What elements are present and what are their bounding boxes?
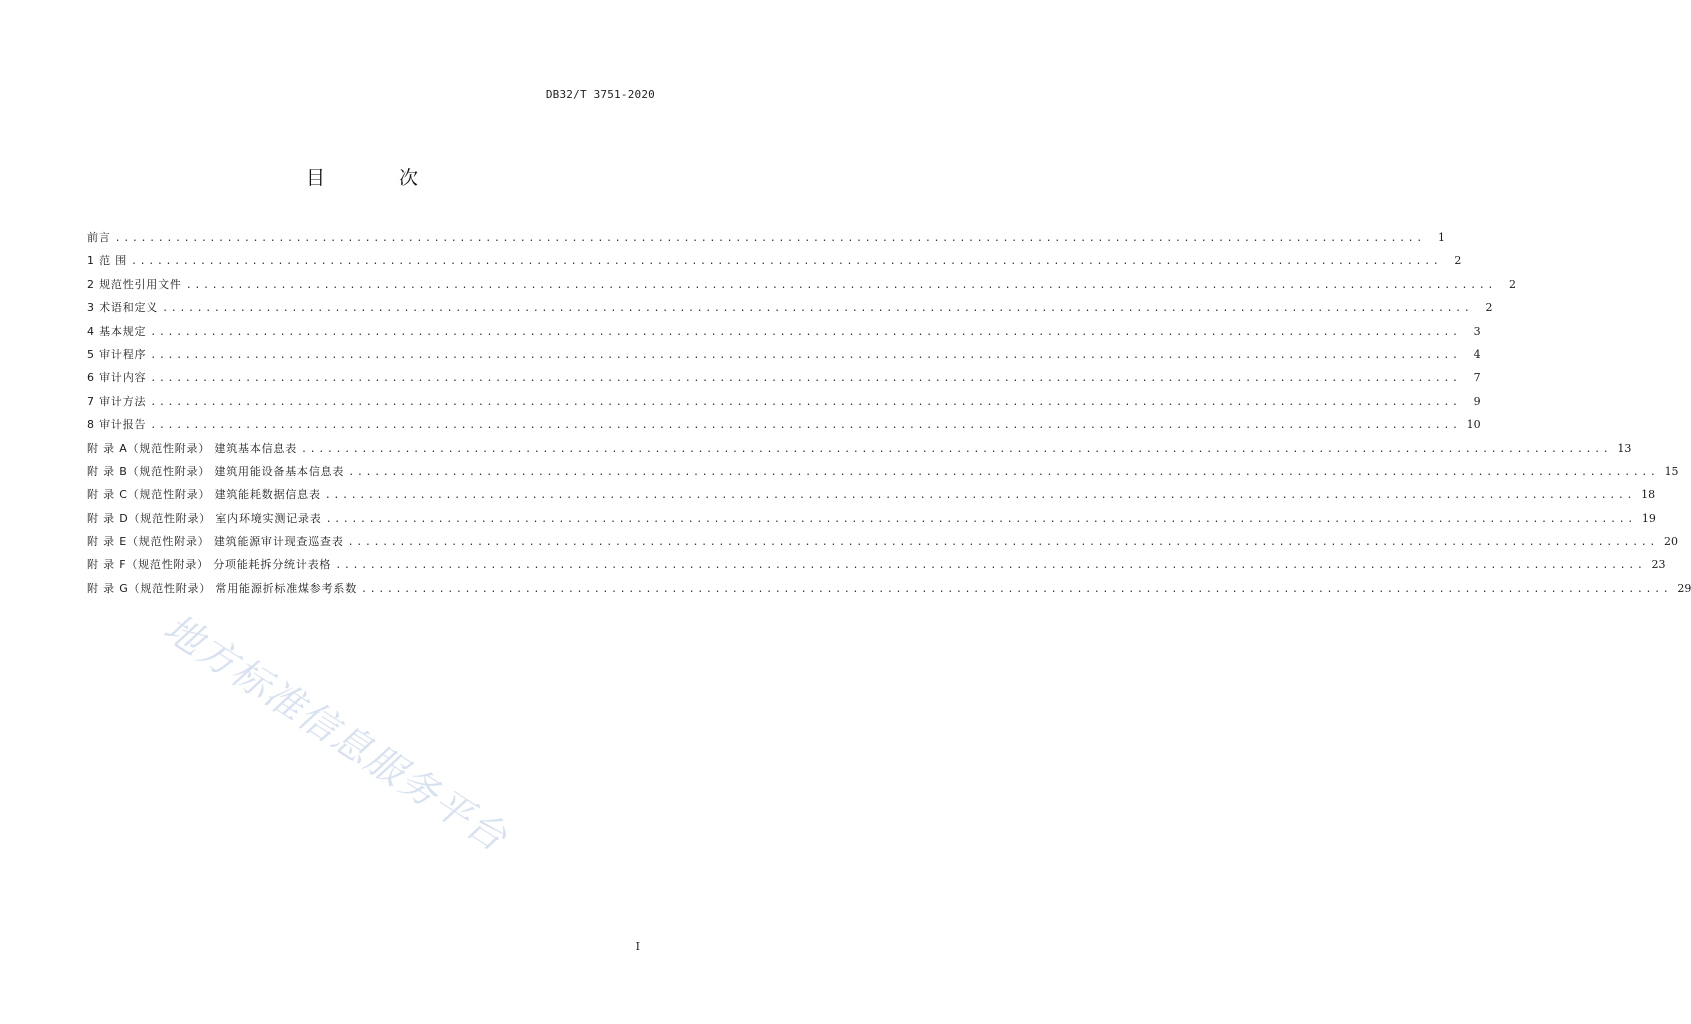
- toc-entry-label: 附 录 A（规范性附录） 建筑基本信息表: [87, 441, 298, 455]
- toc-entry-label: 5 审计程序: [87, 347, 147, 361]
- toc-entry-page: 2: [1454, 254, 1462, 268]
- toc-entry-label: 7 审计方法: [87, 394, 147, 408]
- dot-leader: ........................................................................................................................................................: [150, 373, 1461, 385]
- dot-leader: ........................................................................................................................................................: [361, 583, 1672, 595]
- toc-entry-label: 6 审计内容: [87, 371, 147, 385]
- page-number: I: [635, 940, 640, 953]
- toc-entry-page: 3: [1473, 324, 1481, 338]
- dot-leader: ........................................................................................................................................................: [162, 303, 1473, 315]
- toc-entry-page: 20: [1663, 535, 1678, 549]
- toc-entry-appendix[interactable]: [87, 579, 1691, 602]
- toc-entry-label: 3 术语和定义: [87, 301, 159, 315]
- toc-entry-page: 13: [1617, 441, 1632, 455]
- toc-entry-label: 1 范 围: [87, 254, 127, 268]
- toc-entry[interactable]: [87, 392, 1481, 415]
- toc-entry-page: 1: [1437, 231, 1445, 244]
- dot-leader: ........................................................................................................................................................: [114, 233, 1425, 244]
- dot-leader: ........................................................................................................................................................: [347, 537, 1658, 549]
- dot-leader: ........................................................................................................................................................: [150, 420, 1461, 432]
- dot-leader: ........................................................................................................................................................: [150, 326, 1461, 338]
- toc-entry[interactable]: [87, 275, 1517, 298]
- dot-leader: ........................................................................................................................................................: [301, 443, 1612, 455]
- toc-entry-appendix[interactable]: [87, 462, 1679, 485]
- toc-entry-page: 2: [1509, 277, 1517, 291]
- dot-leader: ........................................................................................................................................................: [150, 396, 1461, 408]
- toc-entry[interactable]: [87, 298, 1493, 321]
- page-title: 目 次: [305, 167, 453, 189]
- toc-entry-page: 9: [1473, 394, 1481, 408]
- toc-entry-page: 10: [1466, 418, 1481, 432]
- toc-entry-page: 19: [1641, 511, 1656, 525]
- table-of-contents: [87, 228, 1691, 602]
- watermark: 地方标准信息服务平台: [156, 605, 516, 861]
- dot-leader: ........................................................................................................................................................: [185, 279, 1497, 291]
- toc-entry-page: 18: [1641, 488, 1656, 502]
- standard-code: DB32/T 3751-2020: [545, 88, 655, 101]
- toc-entry[interactable]: [87, 415, 1481, 438]
- toc-entry-label: 4 基本规定: [87, 324, 147, 338]
- toc-entry[interactable]: [87, 251, 1462, 274]
- toc-entry[interactable]: [87, 368, 1481, 391]
- toc-entry-label: 8 审计报告: [87, 418, 147, 432]
- toc-entry[interactable]: [87, 345, 1481, 368]
- toc-entry-label: 附 录 F（规范性附录） 分项能耗拆分统计表格: [87, 558, 332, 572]
- toc-entry-page: 2: [1485, 301, 1493, 315]
- dot-leader: ........................................................................................................................................................: [324, 490, 1636, 502]
- toc-entry-label: 附 录 D（规范性附录） 室内环境实测记录表: [87, 511, 322, 525]
- dot-leader: ........................................................................................................................................................: [335, 560, 1646, 572]
- dot-leader: ........................................................................................................................................................: [150, 349, 1461, 361]
- dot-leader: ........................................................................................................................................................: [348, 466, 1659, 478]
- toc-entry-label: 2 规范性引用文件: [87, 277, 182, 291]
- dot-leader: ........................................................................................................................................................: [325, 513, 1636, 525]
- toc-entry-appendix[interactable]: [87, 532, 1678, 555]
- toc-entry[interactable]: [87, 228, 1445, 251]
- toc-entry[interactable]: [87, 322, 1481, 345]
- toc-entry-label: 附 录 G（规范性附录） 常用能源折标准煤参考系数: [87, 581, 358, 595]
- toc-entry-appendix[interactable]: [87, 439, 1632, 462]
- toc-entry-page: 4: [1473, 347, 1481, 361]
- toc-entry-page: 7: [1473, 371, 1481, 385]
- toc-entry-appendix[interactable]: [87, 509, 1656, 532]
- toc-entry-label: 前言: [87, 231, 111, 244]
- dot-leader: ........................................................................................................................................................: [131, 256, 1442, 268]
- toc-entry-label: 附 录 E（规范性附录） 建筑能源审计现查巡查表: [87, 535, 344, 549]
- toc-entry-page: 29: [1677, 581, 1691, 595]
- toc-entry-appendix[interactable]: [87, 485, 1656, 508]
- toc-entry-label: 附 录 B（规范性附录） 建筑用能设备基本信息表: [87, 464, 345, 478]
- toc-entry-label: 附 录 C（规范性附录） 建筑能耗数据信息表: [87, 488, 321, 502]
- toc-entry-page: 23: [1651, 558, 1666, 572]
- toc-entry-appendix[interactable]: [87, 555, 1666, 578]
- toc-entry-page: 15: [1664, 464, 1679, 478]
